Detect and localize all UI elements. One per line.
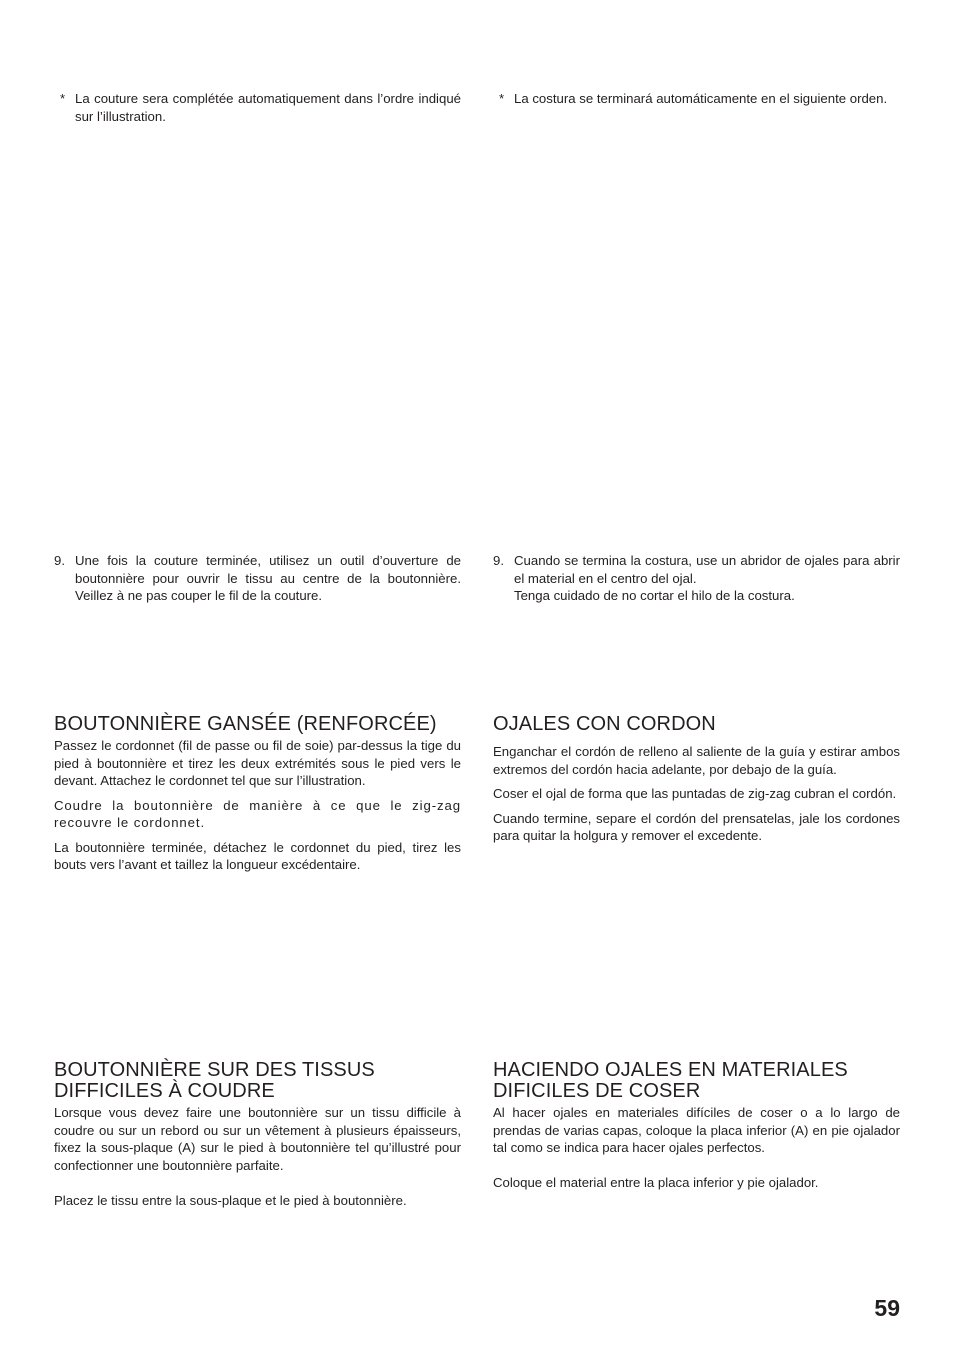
paragraph: Cuando termine, separe el cordón del prensatelas, jale los cordones para quitar la holgura y remover el excedente.: [493, 810, 900, 843]
paragraph: Coloque el material entre la placa inferior y pie ojalador.: [493, 1175, 819, 1190]
section-corded-es: [493, 714, 900, 845]
paragraph: Enganchar el cordón de relleno al saliente de la guía y estirar ambos extremos del cordón hacia adelante, por debajo de la guía.: [493, 744, 900, 777]
step-number: 9.: [54, 553, 65, 568]
step-text-fr: Une fois la couture terminée, utilisez un outil d’ouverture de boutonnière pour ouvrir le tissu au centre de la boutonnière. Veillez à ne pas couper le fil de la couture.: [75, 553, 461, 603]
note-asterisk: *: [60, 91, 66, 106]
section-heading-line1: BOUTONNIÈRE SUR DES TISSUS: [54, 1059, 375, 1081]
section-difficult-es: [493, 1060, 900, 1192]
step-number: 9.: [493, 553, 504, 568]
note-fr: [54, 90, 461, 125]
paragraph: Lorsque vous devez faire une boutonnière sur un tissu difficile à coudre ou sur un rebord ou sur un vêtement à plusieurs épaisseurs, fixez la sous-plaque (A) sur le pied à boutonnière tel qu’illustré pour confectionner une boutonnière parfaite.: [54, 1105, 461, 1173]
paragraph: La boutonnière terminée, détachez le cordonnet du pied, tirez les bouts vers l’avant et taillez la longueur excédentaire.: [54, 839, 461, 872]
section-heading: BOUTONNIÈRE GANSÉE (RENFORCÉE): [54, 713, 437, 735]
page-number: 59: [874, 1295, 900, 1321]
step-9-fr: [54, 552, 461, 605]
note-text-fr: La couture sera complétée automatiquement dans l’ordre indiqué sur l’illustration.: [75, 91, 461, 124]
step-text-es-line2: Tenga cuidado de no cortar el hilo de la costura.: [514, 588, 795, 603]
section-heading-line1: HACIENDO OJALES EN MATERIALES: [493, 1059, 848, 1081]
paragraph: Placez le tissu entre la sous-plaque et le pied à boutonnière.: [54, 1192, 407, 1208]
section-difficult-fr: [54, 1060, 461, 1209]
section-heading-line2: DIFFICILES À COUDRE: [54, 1080, 275, 1102]
step-9-es: [493, 552, 900, 605]
section-heading-line2: DIFICILES DE COSER: [493, 1080, 701, 1102]
note-text-es: La costura se terminará automáticamente en el siguiente orden.: [514, 91, 888, 106]
section-heading: OJALES CON CORDON: [493, 713, 716, 735]
note-es: [493, 90, 900, 108]
note-asterisk: *: [499, 91, 505, 106]
paragraph: Al hacer ojales en materiales difíciles de coser o a lo largo de prendas de varias capas, coloque la placa inferior (A) en pie ojalador tal como se indica para hacer ojales perfectos.: [493, 1105, 900, 1155]
section-corded-fr: [54, 714, 461, 874]
step-text-es-line1: Cuando se termina la costura, use un abridor de ojales para abrir el material en el centro del ojal.: [514, 553, 900, 586]
paragraph: Coser el ojal de forma que las puntadas de zig-zag cubran el cordón.: [493, 786, 897, 801]
paragraph: Passez le cordonnet (fil de passe ou fil de soie) par-dessus la tige du pied à boutonnière et tirez les deux extrémités sous le pied vers le devant. Attachez le cordonnet tel que sur l’illustration.: [54, 738, 461, 788]
paragraph: Coudre la boutonnière de manière à ce que le zig-zag recouvre le cordonnet.: [54, 797, 461, 830]
